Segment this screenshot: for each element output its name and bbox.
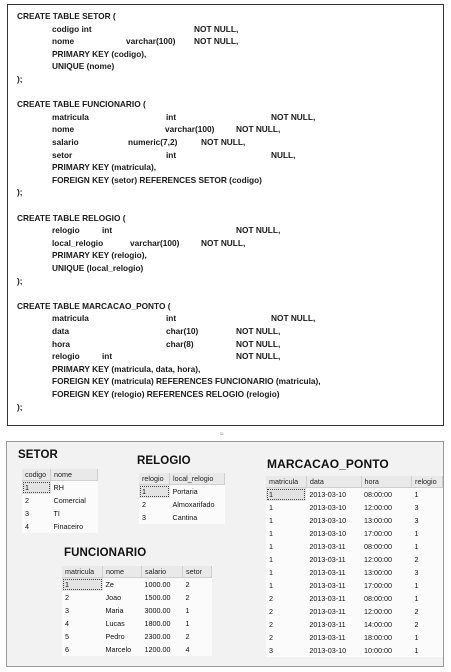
table-cell[interactable]: 2013-03-11 — [306, 579, 361, 592]
table-cell[interactable]: Marcelo — [103, 643, 142, 656]
table-cell[interactable]: 2 — [183, 578, 212, 592]
column-header[interactable]: nome — [103, 566, 142, 578]
table-cell[interactable]: 12:00:00 — [361, 501, 412, 514]
sql-line-1-part-1: codigo int — [52, 23, 92, 34]
table-cell[interactable]: 1 — [412, 488, 443, 502]
table-header-row — [22, 469, 98, 481]
sql-line-19-part-1: PRIMARY KEY (relogio), — [52, 250, 147, 261]
sql-line-11-part-2: int — [166, 149, 177, 160]
column-header[interactable]: data — [306, 476, 361, 488]
sql-line-11-part-3: NULL, — [271, 149, 296, 160]
sql-line-10-part-2: numeric(7,2) — [128, 137, 178, 147]
table-cell[interactable]: 08:00:00 — [361, 540, 412, 553]
sql-line-0-part-0: CREATE TABLE SETOR ( — [17, 11, 116, 21]
table-cell[interactable]: 3 — [412, 566, 443, 579]
sql-line-25-part-3: NOT NULL, — [236, 326, 281, 336]
table-cell[interactable]: 2 — [266, 605, 306, 618]
table-cell[interactable]: 08:00:00 — [361, 488, 412, 502]
sql-line-5-part-0: ); — [17, 74, 23, 84]
table-cell[interactable]: 1 — [412, 527, 443, 540]
sql-line-27-part-3: NOT NULL, — [236, 351, 281, 362]
sql-script-box — [7, 4, 444, 426]
column-header[interactable]: codigo — [22, 469, 51, 481]
table-header-row — [266, 476, 443, 488]
table-cell[interactable]: Finaceiro — [51, 520, 98, 533]
table-row[interactable] — [266, 488, 443, 502]
table-cell[interactable]: 3 — [266, 644, 306, 657]
table-cell[interactable]: Joao — [103, 591, 142, 604]
table-row[interactable] — [62, 578, 212, 592]
sql-line-18-part-1: local_relogio — [52, 237, 104, 248]
table-cell[interactable]: 1200.00 — [142, 643, 183, 656]
sql-line-21-part-0: ); — [17, 275, 23, 286]
column-header[interactable]: matricula — [266, 476, 306, 488]
table-row[interactable] — [266, 540, 443, 553]
table-row[interactable] — [139, 511, 225, 524]
table-row[interactable] — [139, 485, 225, 499]
sql-line-18-part-2: varchar(100) — [130, 237, 180, 248]
table-cell[interactable]: 3 — [412, 514, 443, 527]
column-header[interactable]: nome — [51, 469, 98, 481]
table-cell[interactable]: 17:00:00 — [361, 527, 412, 540]
sql-line-26-part-3: NOT NULL, — [236, 338, 281, 349]
column-header[interactable]: relogio — [139, 473, 170, 485]
table-cell[interactable]: 1 — [22, 481, 51, 495]
table-cell[interactable]: 3000.00 — [142, 604, 183, 617]
sql-line-8-part-3: NOT NULL, — [271, 111, 316, 122]
setor-table-title: SETOR — [18, 449, 58, 461]
sql-line-29-part-1: FOREIGN KEY (matricula) REFERENCES FUNCIONARIO (matricula), — [52, 376, 321, 387]
column-header[interactable]: local_relogio — [170, 473, 225, 485]
table-cell[interactable]: Almoxarifado — [170, 498, 225, 511]
table-row[interactable] — [62, 643, 212, 656]
marcacao-ponto-table — [266, 476, 443, 657]
sql-line-25-part-1: data — [52, 326, 70, 336]
table-row[interactable] — [266, 592, 443, 605]
table-header-row — [62, 566, 212, 578]
table-cell[interactable]: 2 — [266, 631, 306, 644]
column-header[interactable]: relogio — [412, 476, 443, 488]
table-cell[interactable]: 2 — [62, 591, 103, 604]
table-cell[interactable]: 1 — [139, 485, 170, 499]
sql-line-17-part-2: int — [102, 225, 113, 236]
table-cell[interactable]: 2013-03-11 — [306, 618, 361, 631]
table-cell[interactable]: 12:00:00 — [361, 553, 412, 566]
sql-line-24-part-2: int — [166, 313, 177, 324]
table-cell[interactable]: 2 — [183, 591, 212, 604]
setor-table — [22, 469, 98, 533]
table-cell[interactable]: 4 — [22, 520, 51, 533]
table-cell[interactable]: RH — [51, 481, 98, 495]
sql-line-12-part-1: PRIMARY KEY (matricula), — [52, 162, 157, 173]
sql-line-9-part-3: NOT NULL, — [236, 124, 281, 135]
table-cell[interactable]: 1 — [412, 631, 443, 644]
table-cell[interactable]: Pedro — [103, 630, 142, 643]
sql-line-3-part-1: PRIMARY KEY (codigo), — [52, 48, 147, 59]
sql-line-2-part-3: NOT NULL, — [194, 36, 239, 47]
table-row[interactable] — [266, 644, 443, 657]
table-cell[interactable]: 2 — [22, 494, 51, 507]
column-header[interactable]: salario — [142, 566, 183, 578]
table-cell[interactable]: 18:00:00 — [361, 631, 412, 644]
table-cell[interactable]: 4 — [62, 617, 103, 630]
sql-line-24-part-3: NOT NULL, — [271, 313, 316, 324]
table-cell[interactable]: 2 — [183, 630, 212, 643]
sql-line-11-part-1: setor — [52, 149, 73, 160]
table-cell[interactable]: 1 — [266, 488, 306, 502]
table-row[interactable] — [22, 494, 98, 507]
table-cell[interactable]: 1 — [266, 540, 306, 553]
table-cell[interactable]: 1 — [266, 514, 306, 527]
table-cell[interactable]: 1 — [412, 540, 443, 553]
table-cell[interactable]: 2013-03-11 — [306, 592, 361, 605]
sql-line-17-part-1: relogio — [52, 225, 80, 236]
table-cell[interactable]: 1 — [183, 604, 212, 617]
sql-line-9-part-2: varchar(100) — [165, 124, 215, 135]
table-cell[interactable]: 12:00:00 — [361, 605, 412, 618]
sql-line-25-part-2: char(10) — [166, 326, 199, 336]
sql-line-7-part-0: CREATE TABLE FUNCIONARIO ( — [17, 99, 146, 110]
table-cell[interactable]: 1 — [266, 527, 306, 540]
sql-line-8-part-2: int — [166, 111, 177, 122]
sql-line-26-part-2: char(8) — [166, 338, 194, 349]
sql-line-24-part-1: matricula — [52, 313, 89, 324]
marcacao-ponto-table-title: MARCACAO_PONTO — [267, 457, 389, 471]
table-cell[interactable]: 2013-03-11 — [306, 605, 361, 618]
table-cell[interactable]: 2 — [412, 553, 443, 566]
column-header[interactable]: matricula — [62, 566, 103, 578]
table-cell[interactable]: TI — [51, 507, 98, 520]
table-row[interactable] — [266, 527, 443, 540]
table-cell[interactable]: 3 — [62, 604, 103, 617]
table-header-row — [139, 473, 225, 485]
table-cell[interactable]: 13:00:00 — [361, 566, 412, 579]
table-cell[interactable]: 1 — [183, 617, 212, 630]
table-cell[interactable]: 1 — [266, 553, 306, 566]
table-cell[interactable]: 1 — [412, 579, 443, 592]
table-cell[interactable]: 1 — [266, 501, 306, 514]
table-cell[interactable]: 2013-03-11 — [306, 540, 361, 553]
table-cell[interactable]: 2 — [266, 592, 306, 605]
separator-mark: ≈ — [220, 431, 224, 438]
sql-line-9-part-1: nome — [52, 124, 75, 135]
sql-line-26-part-1: hora — [52, 338, 70, 349]
table-cell[interactable]: 2013-03-11 — [306, 566, 361, 579]
table-cell[interactable]: 2 — [139, 498, 170, 511]
table-cell[interactable]: 2013-03-11 — [306, 553, 361, 566]
table-cell[interactable]: 2 — [412, 605, 443, 618]
table-cell[interactable]: 5 — [62, 630, 103, 643]
sql-line-31-part-0: ); — [17, 401, 23, 412]
table-row[interactable] — [22, 520, 98, 533]
table-cell[interactable]: 1 — [62, 578, 103, 592]
sql-line-20-part-1: UNIQUE (local_relogio) — [52, 263, 144, 273]
table-cell[interactable]: 3 — [22, 507, 51, 520]
table-cell[interactable]: Portaria — [170, 485, 225, 499]
table-row[interactable] — [62, 630, 212, 643]
table-cell[interactable]: 2 — [412, 618, 443, 631]
column-header[interactable]: hora — [361, 476, 412, 488]
table-row[interactable] — [62, 591, 212, 604]
table-row[interactable] — [22, 481, 98, 495]
funcionario-table — [62, 566, 212, 656]
table-cell[interactable]: 14:00:00 — [361, 618, 412, 631]
table-cell[interactable]: 1000.00 — [142, 578, 183, 592]
table-row[interactable] — [266, 566, 443, 579]
table-cell[interactable]: 2013-03-10 — [306, 644, 361, 657]
sql-line-8-part-1: matricula — [52, 111, 89, 122]
sql-line-27-part-2: int — [102, 351, 113, 362]
table-row[interactable] — [139, 498, 225, 511]
table-cell[interactable]: Maria — [103, 604, 142, 617]
sql-line-17-part-3: NOT NULL, — [236, 225, 281, 236]
sql-line-2-part-2: varchar(100) — [126, 36, 176, 47]
sql-line-14-part-0: ); — [17, 187, 23, 198]
table-cell[interactable]: 3 — [412, 501, 443, 514]
table-row[interactable] — [266, 501, 443, 514]
sql-line-30-part-1: FOREIGN KEY (relogio) REFERENCES RELOGIO (relogio) — [52, 389, 280, 399]
sql-line-27-part-1: relogio — [52, 351, 80, 362]
table-row[interactable] — [266, 553, 443, 566]
table-cell[interactable]: 1 — [412, 644, 443, 657]
database-tables-panel — [6, 441, 444, 667]
table-cell[interactable]: Cantina — [170, 511, 225, 524]
sql-line-18-part-3: NOT NULL, — [201, 237, 246, 248]
sql-line-28-part-1: PRIMARY KEY (matricula, data, hora), — [52, 363, 201, 374]
table-cell[interactable]: 6 — [62, 643, 103, 656]
sql-line-4-part-1: UNIQUE (nome) — [52, 61, 115, 72]
table-row[interactable] — [266, 605, 443, 618]
sql-line-23-part-0: CREATE TABLE MARCACAO_PONTO ( — [17, 300, 171, 311]
sql-line-2-part-1: nome — [52, 36, 75, 47]
table-cell[interactable]: 2013-03-10 — [306, 488, 361, 502]
table-row[interactable] — [22, 507, 98, 520]
table-cell[interactable]: 10:00:00 — [361, 644, 412, 657]
table-cell[interactable]: 08:00:00 — [361, 592, 412, 605]
table-cell[interactable]: 1 — [266, 579, 306, 592]
sql-line-1-part-3: NOT NULL, — [194, 23, 239, 34]
funcionario-table-title: FUNCIONARIO — [64, 547, 147, 559]
table-row[interactable] — [266, 514, 443, 527]
table-row[interactable] — [62, 617, 212, 630]
table-cell[interactable]: 2013-03-10 — [306, 514, 361, 527]
table-cell[interactable]: 2300.00 — [142, 630, 183, 643]
table-cell[interactable]: Comercial — [51, 494, 98, 507]
table-cell[interactable]: 1 — [266, 566, 306, 579]
sql-line-10-part-3: NOT NULL, — [201, 137, 246, 147]
table-cell[interactable]: 13:00:00 — [361, 514, 412, 527]
table-cell[interactable]: 2013-03-11 — [306, 631, 361, 644]
table-row[interactable] — [266, 631, 443, 644]
table-cell[interactable]: 1 — [412, 592, 443, 605]
table-row[interactable] — [266, 618, 443, 631]
relogio-table — [139, 473, 225, 524]
table-cell[interactable]: 1800.00 — [142, 617, 183, 630]
table-cell[interactable]: 2013-03-10 — [306, 527, 361, 540]
table-cell[interactable]: 2013-03-10 — [306, 501, 361, 514]
table-cell[interactable]: Ze — [103, 578, 142, 592]
relogio-table-title: RELOGIO — [137, 455, 191, 467]
sql-line-10-part-1: salario — [52, 137, 79, 147]
table-row[interactable] — [266, 579, 443, 592]
table-row[interactable] — [62, 604, 212, 617]
sql-line-13-part-1: FOREIGN KEY (setor) REFERENCES SETOR (codigo) — [52, 174, 262, 185]
table-cell[interactable]: 17:00:00 — [361, 579, 412, 592]
sql-line-16-part-0: CREATE TABLE RELOGIO ( — [17, 212, 126, 223]
table-cell[interactable]: 1500.00 — [142, 591, 183, 604]
column-header[interactable]: setor — [183, 566, 212, 578]
table-cell[interactable]: 2 — [266, 618, 306, 631]
table-cell[interactable]: 4 — [183, 643, 212, 656]
table-cell[interactable]: Lucas — [103, 617, 142, 630]
table-cell[interactable]: 3 — [139, 511, 170, 524]
